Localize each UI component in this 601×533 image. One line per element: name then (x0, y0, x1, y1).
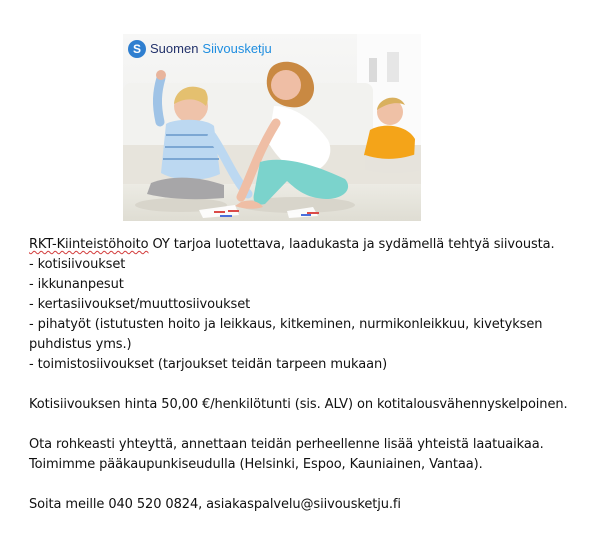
call-paragraph: Soita meille 040 520 0824, asiakaspalvelu@siivousketju.fi (29, 497, 401, 512)
logo-name-b: Siivousketju (202, 41, 272, 56)
service-item: - toimistosiivoukset (tarjoukset teidän tarpeen mukaan) (29, 357, 388, 372)
document-text (29, 235, 589, 515)
service-item: - ikkunanpesut (29, 277, 124, 292)
service-item: - kotisiivoukset (29, 257, 126, 272)
logo-name-a: Suomen (150, 41, 199, 56)
mother-head (271, 70, 301, 100)
company-name: RKT-Kiinteistöhoito (29, 237, 149, 252)
child-left-shirt (161, 120, 220, 180)
family-cleaning-photo (123, 34, 421, 221)
services-list (29, 255, 589, 375)
photo-illustration (123, 34, 421, 221)
contact-paragraph-line-1: Ota rohkeasti yhteyttä, annettaan teidän perheellenne lisää yhteistä laatuaikaa. (29, 437, 544, 452)
child-left-hand (156, 70, 166, 80)
contact-paragraph-line-2: Toimimme pääkaupunkiseudulla (Helsinki, Espoo, Kauniainen, Vantaa). (29, 457, 483, 472)
price-paragraph: Kotisiivouksen hinta 50,00 €/henkilötunti (sis. ALV) on kotitalousvähennyskelpoinen. (29, 397, 568, 412)
intro-line (29, 235, 589, 255)
service-item: - pihatyöt (istutusten hoito ja leikkaus, kitkeminen, nurmikonleikkuu, kivetyksen puhdistus yms.) (29, 317, 543, 352)
shelf-item (387, 52, 399, 82)
intro-text: OY tarjoa luotettava, laadukasta ja sydämellä tehtyä siivousta. (148, 237, 555, 252)
logo-mark-icon: S (128, 40, 146, 58)
suomen-siivousketju-logo (128, 40, 272, 58)
shelf-item (369, 58, 377, 82)
child-left-raised-arm (157, 78, 161, 122)
service-item: - kertasiivoukset/muuttosiivoukset (29, 297, 251, 312)
